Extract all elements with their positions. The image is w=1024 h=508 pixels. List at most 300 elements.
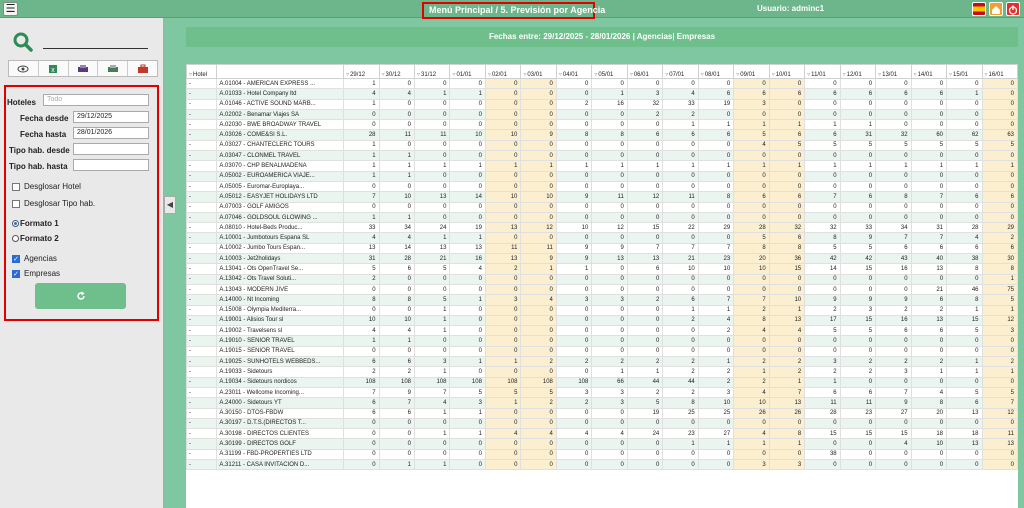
value-cell: 0	[485, 449, 520, 459]
formato2-radio[interactable]	[12, 234, 59, 243]
column-header-date[interactable]	[521, 65, 556, 79]
value-cell: 0	[627, 439, 662, 449]
value-cell: 46	[947, 284, 982, 294]
date-label: 31/12	[421, 72, 437, 78]
value-cell: 0	[556, 336, 591, 346]
value-cell: 1	[450, 357, 485, 367]
value-cell: 10	[485, 130, 520, 140]
value-cell: 0	[663, 212, 698, 222]
value-cell: 0	[805, 79, 840, 89]
value-cell: 40	[911, 254, 946, 264]
agency-cell: A.03027 - CHANTECLERC TOURS	[217, 140, 344, 150]
value-cell: 0	[379, 305, 414, 315]
table-row[interactable]	[187, 326, 1018, 336]
value-cell: 2	[876, 305, 911, 315]
agency-cell: A.05012 - EASYJET HOLIDAYS LTD	[217, 192, 344, 202]
agency-cell: A.10003 - Jet2holidays	[217, 254, 344, 264]
value-cell: 0	[592, 439, 627, 449]
value-cell: 4	[947, 233, 982, 243]
tipo-desde-input[interactable]	[73, 143, 149, 155]
value-cell: 12	[521, 223, 556, 233]
column-header-date[interactable]	[840, 65, 875, 79]
value-cell: 0	[379, 120, 414, 130]
value-cell: 0	[485, 305, 520, 315]
value-cell: 0	[485, 459, 520, 469]
value-cell: 4	[485, 429, 520, 439]
value-cell: 4	[379, 326, 414, 336]
value-cell: 10	[344, 315, 379, 325]
table-row[interactable]	[187, 346, 1018, 356]
value-cell: 6	[734, 192, 769, 202]
value-cell: 10	[734, 398, 769, 408]
table-row[interactable]	[187, 140, 1018, 150]
value-cell: 1	[805, 120, 840, 130]
value-cell: 0	[663, 171, 698, 181]
value-cell: 25	[663, 408, 698, 418]
value-cell: 5	[734, 233, 769, 243]
value-cell: 1	[947, 367, 982, 377]
value-cell: 0	[485, 181, 520, 191]
value-cell: 1	[982, 161, 1018, 171]
filter-icon[interactable]: ▿	[665, 72, 669, 78]
value-cell: 5	[521, 387, 556, 397]
value-cell: 2	[698, 326, 733, 336]
value-cell: 21	[663, 254, 698, 264]
value-cell: 0	[592, 171, 627, 181]
value-cell: 6	[947, 398, 982, 408]
column-header-date[interactable]	[734, 65, 769, 79]
table-row[interactable]	[187, 264, 1018, 274]
agency-cell: A.30198 - DIRECTOS CLIENTES	[217, 429, 344, 439]
table-row[interactable]	[187, 387, 1018, 397]
value-cell: 0	[379, 99, 414, 109]
filter-icon[interactable]: ▿	[949, 72, 953, 78]
column-header-date[interactable]	[556, 65, 591, 79]
table-row[interactable]	[187, 79, 1018, 89]
column-header-hotel[interactable]	[187, 65, 217, 79]
table-row[interactable]	[187, 418, 1018, 428]
value-cell: 13	[947, 408, 982, 418]
value-cell: 32	[805, 223, 840, 233]
table-row[interactable]	[187, 151, 1018, 161]
value-cell: 0	[698, 181, 733, 191]
filter-icon[interactable]: ▿	[736, 72, 740, 78]
value-cell: 0	[911, 109, 946, 119]
hotel-cell: -	[187, 377, 217, 387]
value-cell: 0	[734, 418, 769, 428]
value-cell: 4	[698, 315, 733, 325]
value-cell: 13	[911, 264, 946, 274]
value-cell: 0	[556, 346, 591, 356]
user-label: Usuario: adminc1	[757, 4, 825, 13]
value-cell: 0	[698, 212, 733, 222]
date-label: 09/01	[740, 72, 756, 78]
column-header-date[interactable]	[485, 65, 520, 79]
table-row[interactable]	[187, 89, 1018, 99]
value-cell: 1	[415, 326, 450, 336]
power-icon[interactable]	[1006, 2, 1020, 16]
value-cell: 0	[592, 79, 627, 89]
value-cell: 0	[556, 439, 591, 449]
filter-icon[interactable]: ▿	[558, 72, 562, 78]
table-row[interactable]	[187, 181, 1018, 191]
hoteles-select[interactable]: Todo	[43, 94, 149, 106]
column-header-date[interactable]	[947, 65, 982, 79]
value-cell: 0	[734, 274, 769, 284]
table-row[interactable]	[187, 243, 1018, 253]
filter-icon[interactable]: ▿	[842, 72, 846, 78]
table-row[interactable]	[187, 130, 1018, 140]
table-row[interactable]	[187, 233, 1018, 243]
date-label: 15/01	[953, 72, 969, 78]
table-row[interactable]	[187, 336, 1018, 346]
table-row[interactable]	[187, 439, 1018, 449]
value-cell: 0	[663, 274, 698, 284]
value-cell: 20	[734, 254, 769, 264]
value-cell: 0	[734, 79, 769, 89]
filter-icon[interactable]: ▿	[984, 72, 988, 78]
formato1-label: Formato 1	[20, 219, 59, 228]
table-row[interactable]	[187, 99, 1018, 109]
filter-icon[interactable]: ▿	[771, 72, 775, 78]
value-cell: 26	[769, 408, 804, 418]
value-cell: 3	[982, 326, 1018, 336]
value-cell: 10	[769, 295, 804, 305]
column-header-date[interactable]	[663, 65, 698, 79]
filter-icon[interactable]: ▿	[189, 72, 193, 78]
column-header-date[interactable]	[876, 65, 911, 79]
value-cell: 7	[911, 192, 946, 202]
collapse-sidebar-button[interactable]: ◀	[164, 196, 176, 214]
search-input[interactable]	[43, 48, 148, 49]
value-cell: 2	[840, 357, 875, 367]
filter-icon[interactable]: ▿	[381, 72, 385, 78]
agency-cell: A.19010 - SENIOR TRAVEL	[217, 336, 344, 346]
value-cell: 0	[450, 315, 485, 325]
value-cell: 0	[450, 418, 485, 428]
value-cell: 5	[840, 326, 875, 336]
table-row[interactable]	[187, 212, 1018, 222]
fecha-hasta-input[interactable]: 28/01/2026	[73, 127, 149, 139]
value-cell: 0	[556, 315, 591, 325]
value-cell: 16	[592, 99, 627, 109]
value-cell: 0	[379, 181, 414, 191]
value-cell: 0	[450, 140, 485, 150]
value-cell: 27	[698, 429, 733, 439]
table-row[interactable]	[187, 398, 1018, 408]
agency-cell: A.08010 - Hotel-Beds Produc...	[217, 223, 344, 233]
value-cell: 4	[344, 89, 379, 99]
value-cell: 0	[805, 181, 840, 191]
desglosar-hotel-checkbox[interactable]	[12, 182, 81, 191]
value-cell: 0	[556, 140, 591, 150]
column-header-date[interactable]	[911, 65, 946, 79]
print-icon[interactable]	[69, 61, 99, 76]
column-header-date[interactable]	[592, 65, 627, 79]
value-cell: 0	[450, 171, 485, 181]
value-cell: 6	[982, 243, 1018, 253]
value-cell: 0	[556, 181, 591, 191]
table-row[interactable]	[187, 315, 1018, 325]
table-row[interactable]	[187, 295, 1018, 305]
column-header-date[interactable]	[379, 65, 414, 79]
column-header-date[interactable]	[698, 65, 733, 79]
value-cell: 0	[840, 449, 875, 459]
column-header-date[interactable]	[805, 65, 840, 79]
value-cell: 1	[521, 161, 556, 171]
value-cell: 4	[379, 89, 414, 99]
value-cell: 0	[592, 315, 627, 325]
table-row[interactable]	[187, 377, 1018, 387]
value-cell: 108	[556, 377, 591, 387]
value-cell: 0	[982, 120, 1018, 130]
value-cell: 9	[521, 254, 556, 264]
table-row[interactable]	[187, 305, 1018, 315]
value-cell: 1	[982, 274, 1018, 284]
value-cell: 0	[663, 202, 698, 212]
value-cell: 5	[947, 387, 982, 397]
filter-icon[interactable]: ▿	[487, 72, 491, 78]
value-cell: 0	[344, 459, 379, 469]
refresh-button[interactable]	[35, 283, 126, 309]
value-cell: 2	[556, 398, 591, 408]
value-cell: 0	[627, 274, 662, 284]
briefcase-icon[interactable]	[128, 61, 157, 76]
value-cell: 5	[805, 326, 840, 336]
value-cell: 6	[344, 357, 379, 367]
breadcrumb[interactable]: Menú Principal / 5. Previsión por Agencia	[422, 2, 595, 19]
value-cell: 24	[627, 429, 662, 439]
value-cell: 0	[415, 140, 450, 150]
value-cell: 1	[947, 89, 982, 99]
filter-icon[interactable]: ▿	[417, 72, 421, 78]
table-row[interactable]	[187, 161, 1018, 171]
value-cell: 0	[663, 151, 698, 161]
value-cell: 9	[521, 130, 556, 140]
table-row[interactable]	[187, 171, 1018, 181]
value-cell: 6	[840, 387, 875, 397]
table-row[interactable]	[187, 408, 1018, 418]
value-cell: 0	[450, 459, 485, 469]
value-cell: 3	[592, 387, 627, 397]
value-cell: 2	[982, 357, 1018, 367]
value-cell: 0	[947, 418, 982, 428]
value-cell: 7	[344, 387, 379, 397]
filter-icon[interactable]: ▿	[594, 72, 598, 78]
value-cell: 1	[344, 171, 379, 181]
table-row[interactable]	[187, 120, 1018, 130]
filter-icon[interactable]: ▿	[878, 72, 882, 78]
fecha-desde-input[interactable]: 29/12/2025	[73, 111, 149, 123]
column-header-agency[interactable]	[217, 65, 344, 79]
table-row[interactable]	[187, 202, 1018, 212]
desglosar-tipo-checkbox[interactable]	[12, 199, 95, 208]
agencias-checkbox[interactable]: ✓ Agencias	[13, 254, 57, 263]
value-cell: 0	[379, 439, 414, 449]
value-cell: 4	[663, 89, 698, 99]
value-cell: 0	[521, 181, 556, 191]
value-cell: 0	[521, 315, 556, 325]
hotel-cell: -	[187, 243, 217, 253]
table-row[interactable]	[187, 109, 1018, 119]
value-cell: 0	[592, 181, 627, 191]
value-cell: 0	[769, 171, 804, 181]
value-cell: 1	[805, 161, 840, 171]
column-header-date[interactable]	[627, 65, 662, 79]
filter-icon[interactable]: ▿	[452, 72, 456, 78]
value-cell: 6	[769, 192, 804, 202]
formato1-radio[interactable]	[12, 219, 59, 228]
value-cell: 6	[379, 357, 414, 367]
column-header-date[interactable]	[344, 65, 379, 79]
table-row[interactable]	[187, 274, 1018, 284]
column-header-date[interactable]	[769, 65, 804, 79]
value-cell: 0	[698, 233, 733, 243]
spain-flag-icon[interactable]	[972, 2, 986, 16]
filter-icon[interactable]: ▿	[629, 72, 633, 78]
filter-icon[interactable]: ▿	[700, 72, 704, 78]
value-cell: 0	[769, 181, 804, 191]
value-cell: 0	[556, 89, 591, 99]
value-cell: 0	[485, 408, 520, 418]
value-cell: 13	[627, 254, 662, 264]
value-cell: 0	[734, 346, 769, 356]
table-row[interactable]	[187, 449, 1018, 459]
value-cell: 31	[911, 223, 946, 233]
value-cell: 1	[592, 367, 627, 377]
date-label: 10/01	[775, 72, 791, 78]
value-cell: 15	[805, 429, 840, 439]
value-cell: 0	[556, 79, 591, 89]
value-cell: 1	[840, 120, 875, 130]
value-cell: 1	[450, 161, 485, 171]
hotel-cell: -	[187, 398, 217, 408]
value-cell: 0	[592, 418, 627, 428]
agency-cell: A.03047 - CLONMEL TRAVEL	[217, 151, 344, 161]
desglosar-tipo-label: Desglosar Tipo hab.	[24, 199, 96, 208]
table-row[interactable]	[187, 284, 1018, 294]
value-cell: 0	[876, 336, 911, 346]
filter-icon[interactable]: ▿	[807, 72, 811, 78]
value-cell: 0	[805, 212, 840, 222]
filter-icon[interactable]: ▿	[523, 72, 527, 78]
value-cell: 7	[876, 233, 911, 243]
value-cell: 1	[450, 233, 485, 243]
value-cell: 0	[698, 284, 733, 294]
value-cell: 0	[450, 79, 485, 89]
filter-icon[interactable]: ▿	[913, 72, 917, 78]
column-header-date[interactable]	[982, 65, 1018, 79]
agency-cell: A.19015 - SENIOR TRAVEL	[217, 346, 344, 356]
value-cell: 7	[379, 398, 414, 408]
value-cell: 44	[627, 377, 662, 387]
value-cell: 2	[982, 233, 1018, 243]
value-cell: 0	[485, 346, 520, 356]
value-cell: 27	[876, 408, 911, 418]
table-row[interactable]	[187, 192, 1018, 202]
value-cell: 1	[379, 171, 414, 181]
printer-icon[interactable]	[98, 61, 128, 76]
value-cell: 0	[521, 346, 556, 356]
hotel-cell: -	[187, 171, 217, 181]
table-row[interactable]	[187, 357, 1018, 367]
value-cell: 13	[911, 315, 946, 325]
value-cell: 0	[876, 346, 911, 356]
value-cell: 1	[734, 120, 769, 130]
table-row[interactable]	[187, 367, 1018, 377]
hamburger-icon[interactable]: ☰	[3, 2, 18, 16]
value-cell: 0	[911, 120, 946, 130]
value-cell: 34	[379, 223, 414, 233]
value-cell: 0	[592, 274, 627, 284]
tipo-hasta-input[interactable]	[73, 159, 149, 171]
table-row[interactable]	[187, 459, 1018, 469]
value-cell: 0	[840, 181, 875, 191]
value-cell: 0	[805, 346, 840, 356]
eye-icon[interactable]	[9, 61, 39, 76]
value-cell: 0	[876, 99, 911, 109]
value-cell: 2	[627, 295, 662, 305]
value-cell: 0	[805, 274, 840, 284]
value-cell: 2	[556, 357, 591, 367]
table-row[interactable]	[187, 429, 1018, 439]
value-cell: 15	[840, 264, 875, 274]
value-cell: 0	[592, 264, 627, 274]
value-cell: 1	[415, 161, 450, 171]
table-row[interactable]	[187, 254, 1018, 264]
value-cell: 0	[840, 79, 875, 89]
value-cell: 0	[592, 284, 627, 294]
desglosar-hotel-label: Desglosar Hotel	[24, 182, 81, 191]
table-row[interactable]	[187, 223, 1018, 233]
value-cell: 0	[379, 79, 414, 89]
value-cell: 0	[947, 181, 982, 191]
value-cell: 0	[805, 418, 840, 428]
value-cell: 12	[982, 408, 1018, 418]
value-cell: 0	[840, 99, 875, 109]
empresas-checkbox[interactable]: ✓ Empresas	[13, 269, 61, 278]
value-cell: 6	[805, 89, 840, 99]
value-cell: 24	[415, 223, 450, 233]
home-icon[interactable]	[989, 2, 1003, 16]
value-cell: 0	[415, 181, 450, 191]
value-cell: 1	[698, 161, 733, 171]
value-cell: 0	[450, 305, 485, 315]
column-header-date[interactable]	[450, 65, 485, 79]
column-header-date[interactable]	[415, 65, 450, 79]
value-cell: 1	[947, 305, 982, 315]
value-cell: 0	[485, 120, 520, 130]
value-cell: 0	[521, 151, 556, 161]
filter-icon[interactable]: ▿	[346, 72, 350, 78]
value-cell: 6	[911, 243, 946, 253]
fecha-hasta-label: Fecha hasta	[20, 130, 67, 139]
value-cell: 0	[734, 212, 769, 222]
fecha-desde-label: Fecha desde	[20, 114, 69, 123]
value-cell: 11	[840, 398, 875, 408]
hotel-cell: -	[187, 202, 217, 212]
value-cell: 0	[947, 212, 982, 222]
value-cell: 0	[840, 418, 875, 428]
value-cell: 33	[840, 223, 875, 233]
value-cell: 14	[379, 243, 414, 253]
value-cell: 0	[556, 212, 591, 222]
value-cell: 0	[876, 459, 911, 469]
excel-icon[interactable]	[39, 61, 69, 76]
search-icon[interactable]	[12, 31, 34, 58]
value-cell: 0	[769, 336, 804, 346]
value-cell: 0	[911, 99, 946, 109]
